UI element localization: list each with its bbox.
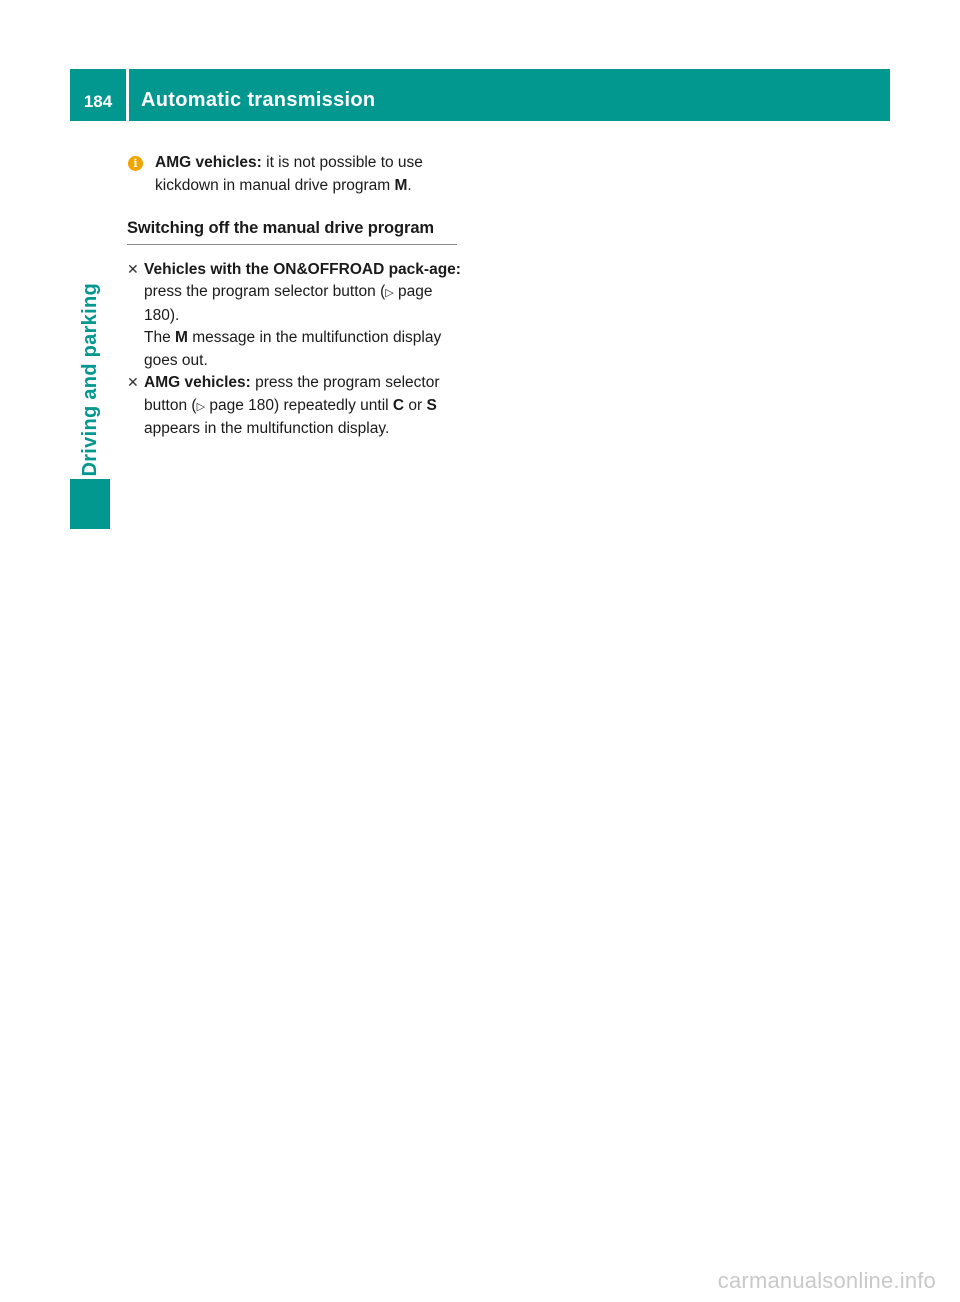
step-bold: AMG vehicles: <box>144 374 251 391</box>
step-item <box>127 372 462 441</box>
step-text <box>144 372 462 441</box>
step-bold: Vehicles with the ON&OFFROAD pack‐age: <box>144 260 461 278</box>
note-bold: AMG vehicles: <box>155 154 262 171</box>
chapter-title: Automatic transmission <box>129 69 890 121</box>
action-arrow-icon: ✕ <box>127 375 139 391</box>
page-number: 184 <box>70 69 126 121</box>
watermark: carmanualsonline.info <box>717 1268 936 1293</box>
mode-c: C <box>392 396 405 414</box>
page-header <box>70 69 890 121</box>
step-list <box>127 259 462 441</box>
page-ref-text: page 180) repeatedly until <box>205 396 393 414</box>
side-tab-label: Driving and parking <box>78 283 101 477</box>
page-ref-icon: ▷ <box>385 286 394 299</box>
step-text <box>144 259 462 373</box>
info-icon: i <box>128 156 143 171</box>
step-result-bold: M <box>175 329 188 346</box>
page-content <box>127 152 462 441</box>
step-text-1: press the program selector button ( <box>144 283 386 300</box>
step-result-pre: The <box>144 329 176 346</box>
page-ref-text: page 180). <box>144 283 433 324</box>
step-result-post: message in the multifunction display goes out. <box>144 329 442 369</box>
step-text-2: appears in the multifunction display. <box>144 420 390 437</box>
info-note-text <box>144 152 462 197</box>
side-tab-marker <box>70 479 110 529</box>
page-ref-icon: ▷ <box>196 399 206 413</box>
mode-s: S <box>426 396 437 414</box>
note-text-1: it is not possible to use kickdown in manual drive program <box>155 154 423 194</box>
note-program: M <box>394 176 408 194</box>
section-heading: Switching off the manual drive program <box>127 217 457 245</box>
or-text: or <box>404 396 427 414</box>
side-tab <box>70 121 110 477</box>
info-note <box>127 152 462 197</box>
note-text-2: . <box>407 176 412 194</box>
action-arrow-icon: ✕ <box>127 261 139 278</box>
step-text-1: press the program selector button ( <box>144 374 440 414</box>
step-item <box>127 259 462 373</box>
